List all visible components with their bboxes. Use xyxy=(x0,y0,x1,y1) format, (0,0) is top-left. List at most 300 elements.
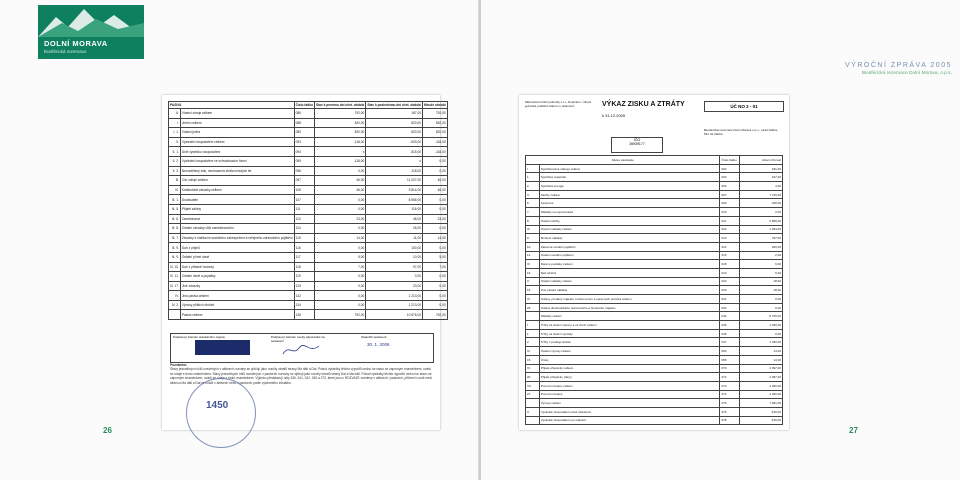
profit-cell-desc: Výsledek hospodaření před zdaněním xyxy=(539,407,720,416)
profit-cell-num: 16. xyxy=(526,286,540,295)
balance-cell-desc: Výsledek hospodaření ve schvalovacím řízení xyxy=(180,156,294,166)
balance-cell-begin: 5,00 xyxy=(314,252,365,262)
profit-cell-row: 002 xyxy=(720,164,739,173)
balance-row xyxy=(169,156,448,166)
balance-cell-num: III. 6. xyxy=(169,214,181,224)
profit-cell-num: 2. xyxy=(526,338,540,347)
profit-cell-num xyxy=(526,312,540,321)
profit-cell-value: 6,00 xyxy=(739,268,782,277)
profit-cell-desc: Odpisy dlouhodobého nehmotného a hmotného majetku xyxy=(539,303,720,312)
meta-right: Biosférická rezervace Dolní Morava o.p.s., Hrad Valtice, 691 42 Valtice xyxy=(704,128,779,136)
profit-row xyxy=(526,295,783,304)
profit-cell-value: 2,00 xyxy=(739,208,782,217)
balance-cell-prev: 0,00 xyxy=(423,243,448,253)
balance-cell-end: 46,00 xyxy=(366,214,423,224)
date-label: Okamžik sestavení: xyxy=(361,335,388,339)
profit-cell-num: 6. xyxy=(526,199,540,208)
balance-sheet-scan xyxy=(162,95,446,430)
balance-cell-num: I. 1. xyxy=(169,128,181,138)
form-code: ÚČ NO 2 - 01 xyxy=(704,101,784,112)
balance-cell-desc: Daň z příjmů xyxy=(180,243,294,253)
balance-cell-num: III. 5. xyxy=(169,204,181,214)
balance-cell-row: 132 xyxy=(294,291,314,301)
profit-cell-value: 167,00 xyxy=(739,173,782,182)
balance-row xyxy=(169,262,448,272)
profit-cell-desc: Výnosy celkem xyxy=(539,399,720,408)
balance-cell-end: 20,00 xyxy=(366,281,423,291)
balance-cell-begin: 0,00 xyxy=(314,224,365,234)
profit-row xyxy=(526,182,783,191)
profit-cell-value: 1 094,00 xyxy=(739,225,782,234)
balance-cell-num: III. xyxy=(169,185,181,195)
profit-cell-desc: Spotřeba materiálu xyxy=(539,173,720,182)
profit-row xyxy=(526,286,783,295)
profit-row xyxy=(526,416,783,425)
profit-cell-value: 2 097,00 xyxy=(739,364,782,373)
balance-row xyxy=(169,281,448,291)
profit-cell-row: 013 xyxy=(720,234,739,243)
balance-cell-num: II. 3. xyxy=(169,166,181,176)
profit-cell-row: 031 xyxy=(720,295,739,304)
page-number-right: 27 xyxy=(849,426,858,435)
profit-row xyxy=(526,234,783,243)
profit-cell-value: 18,00 xyxy=(739,277,782,286)
balance-cell-row: 089 xyxy=(294,128,314,138)
balance-table xyxy=(168,101,448,320)
balance-cell-desc: Jiné závazky xyxy=(180,281,294,291)
balance-cell-desc: Cizí zdroje celkem xyxy=(180,176,294,186)
balance-cell-end: 820,00 xyxy=(366,118,423,128)
balance-cell-begin: 14,00 xyxy=(314,233,365,243)
profit-cell-desc: Přijaté příspěvky celkem xyxy=(539,364,720,373)
profit-cell-row: 045 xyxy=(720,321,739,330)
balance-cell-begin: -118,00 xyxy=(314,137,365,147)
profit-cell-value: 0,00 xyxy=(739,295,782,304)
balance-cell-begin: 7,00 xyxy=(314,262,365,272)
profit-row xyxy=(526,251,783,260)
profit-cell-row: 015 xyxy=(720,251,739,260)
profit-cell-row: 052 xyxy=(720,347,739,356)
balance-cell-row: 097 xyxy=(294,176,314,186)
balance-cell-prev: 23,00 xyxy=(423,214,448,224)
balance-cell-num: II. xyxy=(169,137,181,147)
profit-cell-row: 030 xyxy=(720,286,739,295)
balance-cell-end: 0,00 xyxy=(366,272,423,282)
balance-cell-num: II. 2. xyxy=(169,156,181,166)
profit-cell-value: 8 476,00 xyxy=(739,312,782,321)
balance-row xyxy=(169,176,448,186)
balance-cell-end: 1 213,00 xyxy=(366,300,423,310)
profit-cell-num: IV. xyxy=(526,260,540,269)
profit-cell-num: VII. xyxy=(526,381,540,390)
footnote-text: Stavy jednotlivých účtů uvedených v aktivech rozvahy se zjišťují jako rozdíly obratů strany Má dáti a Dal. Pokud výsledky těchto výpočtů vedou ke stavu se záporným znaménkem, uvádí se údaje s tímto znaménkem. Stavy jednotlivých účtů uvedených v pasivech rozvahy se zjišťují jako rozdíly obratů strany Dal a Má dáti. Pokud výsledky těchto výpočtů vedou ke stavu se záporným znaménkem, uvádí se údaje s tímto znaménkem. Výjimku představují účty 336, 341, 342, 345 a 373, které jsou v ROZVAZE uvedeny v aktivech i pasivech, přičemž rozdíl mezi stranou Má dáti a Dal se uvádí v aktivech nebo v pasivech podle výsledného zůstatku. xyxy=(170,367,432,385)
profit-cell-row: 070 xyxy=(720,364,739,373)
profit-cell-num: II. xyxy=(526,190,540,199)
profit-cell-desc: Jiné ostatní náklady xyxy=(539,286,720,295)
profit-row xyxy=(526,208,783,217)
profit-cell-value: 2 097,00 xyxy=(739,373,782,382)
profit-cell-num: VI. xyxy=(526,364,540,373)
profit-cell-value: 0,00 xyxy=(739,303,782,312)
balance-cell-begin: 23,00 xyxy=(314,214,365,224)
balance-row xyxy=(169,291,448,301)
balance-cell-row: 111 xyxy=(294,204,314,214)
profit-cell-num: 20. xyxy=(526,373,540,382)
balance-row xyxy=(169,224,448,234)
profit-cell-row: 014 xyxy=(720,242,739,251)
balance-cell-end: 100,00 xyxy=(366,243,423,253)
right-page xyxy=(481,0,960,480)
balance-cell-row: 114 xyxy=(294,224,314,234)
profit-cell-row: 023 xyxy=(720,277,739,286)
balance-cell-desc: Dodavatelé xyxy=(180,195,294,205)
balance-cell-num: I. xyxy=(169,118,181,128)
balance-cell-end: 11,00 xyxy=(366,233,423,243)
profit-cell-num: I. xyxy=(526,164,540,173)
profit-cell-value: 6 869,00 xyxy=(739,216,782,225)
profit-cell-num: 9. xyxy=(526,234,540,243)
balance-cell-prev: 820,00 xyxy=(423,118,448,128)
balance-row xyxy=(169,166,448,176)
profit-cell-value: 4 400,00 xyxy=(739,381,782,390)
profit-header-row xyxy=(526,156,783,165)
balance-row xyxy=(169,109,448,119)
profit-cell-num: 1. xyxy=(526,173,540,182)
profit-cell-desc: Náklady na reprezentaci xyxy=(539,208,720,217)
balance-cell-prev: 0,00 xyxy=(423,156,448,166)
balance-cell-num: III. 1. xyxy=(169,195,181,205)
balance-cell-end: 26,00 xyxy=(366,224,423,234)
balance-cell-desc: Výsledek hospodaření celkem xyxy=(180,137,294,147)
signature-label: Podpisový záznam statutárního orgánu xyxy=(173,335,226,339)
page-number-left: 26 xyxy=(103,426,112,435)
balance-cell-desc: Výnosy příštích období xyxy=(180,300,294,310)
balance-cell-desc: Účet výsledku hospodaření xyxy=(180,147,294,157)
profit-row xyxy=(526,407,783,416)
balance-row xyxy=(169,233,448,243)
profit-cell-row: 042 xyxy=(720,312,739,321)
col-value-header: Hlavní činnost xyxy=(739,156,782,165)
profit-cell-value: 1 450,00 xyxy=(739,321,782,330)
profit-cell-desc: Tržby za vlastní výrobky xyxy=(539,329,720,338)
profit-cell-value: 7 961,00 xyxy=(739,399,782,408)
profit-cell-value: 1 450,00 xyxy=(739,338,782,347)
profit-row xyxy=(526,381,783,390)
footnote-title: Poznámka: xyxy=(170,363,187,367)
profit-cell-row: 047 xyxy=(720,338,739,347)
profit-cell-desc: Spotřeba energie xyxy=(539,182,720,191)
ico-box xyxy=(611,137,663,153)
profit-cell-row: 032 xyxy=(720,303,739,312)
profit-cell-row: 072 xyxy=(720,373,739,382)
balance-cell-prev: 792,00 xyxy=(423,109,448,119)
profit-cell-row: 019 xyxy=(720,268,739,277)
profit-row xyxy=(526,373,783,382)
profit-cell-num: 27. xyxy=(526,390,540,399)
profit-cell-num: I. xyxy=(526,321,540,330)
balance-cell-prev: 5,00 xyxy=(423,252,448,262)
balance-cell-row: 136 xyxy=(294,310,314,320)
profit-row xyxy=(526,199,783,208)
balance-cell-desc: Nerozdělený zisk, neuhrazená ztráta minulých let xyxy=(180,166,294,176)
balance-cell-begin: 0,00 xyxy=(314,243,365,253)
balance-cell-row: 093 xyxy=(294,137,314,147)
balance-cell-begin: 0,00 xyxy=(314,204,365,214)
balance-cell-row: 117 xyxy=(294,252,314,262)
balance-cell-prev: 46,00 xyxy=(423,185,448,195)
balance-cell-num: B. xyxy=(169,176,181,186)
balance-cell-row: 094 xyxy=(294,147,314,157)
profit-cell-value: 7 215,00 xyxy=(739,190,782,199)
profit-cell-desc: Úroky xyxy=(539,355,720,364)
balance-cell-begin: 0,00 xyxy=(314,300,365,310)
balance-row xyxy=(169,118,448,128)
profit-cell-num: 25. xyxy=(526,303,540,312)
profit-cell-num: III. xyxy=(526,225,540,234)
profit-row xyxy=(526,190,783,199)
balance-header-row xyxy=(169,102,448,109)
profit-cell-row: 012 xyxy=(720,225,739,234)
balance-cell-row: 107 xyxy=(294,195,314,205)
balance-cell-prev: 792,00 xyxy=(423,310,448,320)
stamp-number: 1450 xyxy=(206,400,229,411)
balance-cell-prev: 0,00 xyxy=(423,272,448,282)
profit-cell-num: 16. xyxy=(526,268,540,277)
profit-cell-desc: Náklady celkem xyxy=(539,312,720,321)
balance-row xyxy=(169,310,448,320)
profit-cell-num: 2. xyxy=(526,182,540,191)
profit-cell-row: 004 xyxy=(720,182,739,191)
balance-row xyxy=(169,195,448,205)
balance-cell-row: 106 xyxy=(294,185,314,195)
balance-cell-begin: 820,00 xyxy=(314,128,365,138)
balance-cell-begin: 0,00 xyxy=(314,272,365,282)
balance-cell-row: 119 xyxy=(294,272,314,282)
balance-row xyxy=(169,128,448,138)
ico-value: 26939177 xyxy=(629,142,645,146)
profit-cell-num: IV. xyxy=(526,347,540,356)
balance-cell-desc: Daň z přidané hodnoty xyxy=(180,262,294,272)
balance-title: PASIVA xyxy=(169,102,295,109)
balance-cell-end: 820,00 xyxy=(366,128,423,138)
profit-row xyxy=(526,303,783,312)
balance-row xyxy=(169,185,448,195)
balance-row xyxy=(169,214,448,224)
profit-row xyxy=(526,173,783,182)
profit-cell-value: -515,00 xyxy=(739,416,782,425)
balance-cell-prev: 0,00 xyxy=(423,204,448,214)
profit-cell-desc: Provozní dotace celkem xyxy=(539,381,720,390)
profit-cell-value: 14,00 xyxy=(739,347,782,356)
balance-cell-begin: 0,00 xyxy=(314,195,365,205)
balance-cell-end: 10,00 xyxy=(366,252,423,262)
profit-cell-num: 11. xyxy=(526,251,540,260)
profit-cell-value: 2,00 xyxy=(739,251,782,260)
balance-cell-num: III. 17. xyxy=(169,281,181,291)
balance-cell-prev: 0,00 xyxy=(423,300,448,310)
brand-name: DOLNÍ MORAVA xyxy=(44,39,108,48)
balance-cell-row: 118 xyxy=(294,262,314,272)
balance-cell-num: A. xyxy=(169,109,181,119)
balance-cell-end: 187,00 xyxy=(366,109,423,119)
balance-cell-desc: Vlastní jmění xyxy=(180,128,294,138)
report-header-title: VÝROČNÍ ZPRÁVA 2005 xyxy=(845,62,952,69)
report-header xyxy=(845,62,952,76)
profit-cell-num xyxy=(526,399,540,408)
profit-cell-row: 046 xyxy=(720,329,739,338)
profit-cell-row: 078 xyxy=(720,416,739,425)
balance-cell-row: 125 xyxy=(294,281,314,291)
balance-cell-end: 116,00 xyxy=(366,204,423,214)
profit-cell-value: 18,00 xyxy=(739,286,782,295)
balance-cell-begin: 46,00 xyxy=(314,185,365,195)
balance-cell-end: x xyxy=(366,156,423,166)
balance-row xyxy=(169,272,448,282)
profit-cell-desc: Mzdové náklady xyxy=(539,234,720,243)
profit-cell-row: 010 xyxy=(720,208,739,217)
balance-cell-begin: -118,00 xyxy=(314,156,365,166)
profit-cell-value: 4 400,00 xyxy=(739,390,782,399)
balance-cell-end: 9 814,00 xyxy=(366,185,423,195)
balance-cell-num: III. 10. xyxy=(169,262,181,272)
col-desc-header: Název ukazatele xyxy=(526,156,720,165)
report-header-subtitle: Biosférická rezervace Dolní Morava, o.p.s. xyxy=(861,71,952,76)
balance-cell-num: III. 11. xyxy=(169,272,181,282)
profit-row xyxy=(526,329,783,338)
profit-cell-num: 1. xyxy=(526,329,540,338)
balance-cell-begin: 0,00 xyxy=(314,291,365,301)
col-begin-header: Stav k prvnímu dni účet. období xyxy=(315,103,365,107)
balance-cell-begin: 820,00 xyxy=(314,118,365,128)
profit-row xyxy=(526,355,783,364)
brand-logo xyxy=(38,5,144,59)
statement-title: VÝKAZ ZISKU A ZTRÁTY xyxy=(602,101,685,108)
profit-cell-row: 055 xyxy=(720,355,739,364)
profit-cell-num: C. xyxy=(526,407,540,416)
balance-row xyxy=(169,137,448,147)
col-end-header: Stav k poslednímu dni účet. období xyxy=(367,103,421,107)
profit-cell-row: 074 xyxy=(720,390,739,399)
profit-cell-desc: Tržby za vlastní výkony a za zboží celkem xyxy=(539,321,720,330)
balance-cell-desc: Ostatní závazky vůči zaměstnancům xyxy=(180,224,294,234)
profit-row xyxy=(526,399,783,408)
balance-cell-end: -118,00 xyxy=(366,166,423,176)
balance-cell-prev: 7,00 xyxy=(423,262,448,272)
balance-cell-end: 1 213,00 xyxy=(366,291,423,301)
profit-loss-table xyxy=(525,155,783,425)
balance-cell-row: 134 xyxy=(294,300,314,310)
profit-cell-row: 011 xyxy=(720,216,739,225)
profit-cell-value: 797,00 xyxy=(739,234,782,243)
ico-label: IČO xyxy=(633,138,641,142)
profit-cell-value: 0,00 xyxy=(739,329,782,338)
balance-cell-desc: Závazky k institucím sociálního zabezpečení a veřejného zdravotního pojištění xyxy=(180,233,294,243)
profit-cell-desc: Ostatní sociální pojištění xyxy=(539,251,720,260)
balance-cell-begin: x xyxy=(314,147,365,157)
balance-cell-row: 096 xyxy=(294,166,314,176)
profit-cell-value: -515,00 xyxy=(739,407,782,416)
balance-cell-row: 095 xyxy=(294,156,314,166)
profit-row xyxy=(526,364,783,373)
profit-cell-row: 018 xyxy=(720,260,739,269)
brand-subtitle: biosférická rezervace xyxy=(44,49,87,54)
profit-cell-row: 075 xyxy=(720,399,739,408)
profit-cell-desc: Ostatní služby xyxy=(539,216,720,225)
balance-cell-end: 97,00 xyxy=(366,262,423,272)
profit-cell-row: 073 xyxy=(720,381,739,390)
profit-row xyxy=(526,216,783,225)
balance-cell-num: III. 9. xyxy=(169,243,181,253)
balance-cell-num: III. 9. xyxy=(169,252,181,262)
balance-row xyxy=(169,252,448,262)
balance-cell-prev: 0,00 xyxy=(423,224,448,234)
balance-cell-prev: -118,00 xyxy=(423,137,448,147)
profit-cell-desc: Výsledek hospodaření po zdanění xyxy=(539,416,720,425)
balance-cell-end: -633,00 xyxy=(366,137,423,147)
date-value: 30. 1. 2006 xyxy=(367,342,390,347)
balance-cell-desc: Jiná pasiva celkem xyxy=(180,291,294,301)
balance-cell-begin: 0,00 xyxy=(314,281,365,291)
profit-cell-desc: Ostatní výnosy celkem xyxy=(539,347,720,356)
profit-cell-num: VI. xyxy=(526,295,540,304)
profit-cell-row: 003 xyxy=(720,173,739,182)
balance-cell-begin: 792,00 xyxy=(314,109,365,119)
profit-cell-value: 260,00 xyxy=(739,242,782,251)
profit-row xyxy=(526,312,783,321)
balance-row xyxy=(169,300,448,310)
company-stamp-ship xyxy=(195,340,250,355)
profit-cell-value: 6,00 xyxy=(739,260,782,269)
left-page xyxy=(0,0,479,480)
balance-cell-prev: 0,00 xyxy=(423,166,448,176)
profit-cell-value: 340,00 xyxy=(739,199,782,208)
balance-cell-prev: 0,00 xyxy=(423,291,448,301)
profit-cell-row: 007 xyxy=(720,190,739,199)
balance-cell-prev: -118,00 xyxy=(423,147,448,157)
balance-cell-num: II. 1. xyxy=(169,147,181,157)
balance-cell-end: 8 556,00 xyxy=(366,195,423,205)
profit-cell-desc: Osobní náklady celkem xyxy=(539,225,720,234)
profit-cell-desc: Provozní dotace xyxy=(539,390,720,399)
profit-cell-desc: Ostatní náklady celkem xyxy=(539,277,720,286)
balance-cell-desc: Přijaté zálohy xyxy=(180,204,294,214)
balance-cell-row: 116 xyxy=(294,243,314,253)
profit-cell-num: 7. xyxy=(526,208,540,217)
balance-cell-num xyxy=(169,310,181,320)
logo-hills-icon xyxy=(38,5,144,37)
balance-cell-row: 115 xyxy=(294,233,314,243)
profit-row xyxy=(526,347,783,356)
profit-row xyxy=(526,225,783,234)
profit-cell-desc: Služby celkem xyxy=(539,190,720,199)
balance-cell-desc: Krátkodobé závazky celkem xyxy=(180,185,294,195)
profit-cell-num: 15. xyxy=(526,355,540,364)
profit-cell-desc: Zákonné sociální pojištění xyxy=(539,242,720,251)
profit-row xyxy=(526,390,783,399)
profit-cell-row: 009 xyxy=(720,199,739,208)
profit-cell-value: 181,00 xyxy=(739,164,782,173)
profit-cell-desc: Tržby z prodeje služeb xyxy=(539,338,720,347)
balance-cell-desc: Zaměstnanci xyxy=(180,214,294,224)
profit-row xyxy=(526,338,783,347)
balance-cell-begin: 792,00 xyxy=(314,310,365,320)
profit-row xyxy=(526,242,783,251)
balance-row xyxy=(169,147,448,157)
profit-cell-num: V. xyxy=(526,277,540,286)
profit-row xyxy=(526,268,783,277)
balance-cell-prev: 46,00 xyxy=(423,176,448,186)
profit-cell-desc: Odpisy, prodaný majetek, tvorba rezerv a opravných položek celkem xyxy=(539,295,720,304)
